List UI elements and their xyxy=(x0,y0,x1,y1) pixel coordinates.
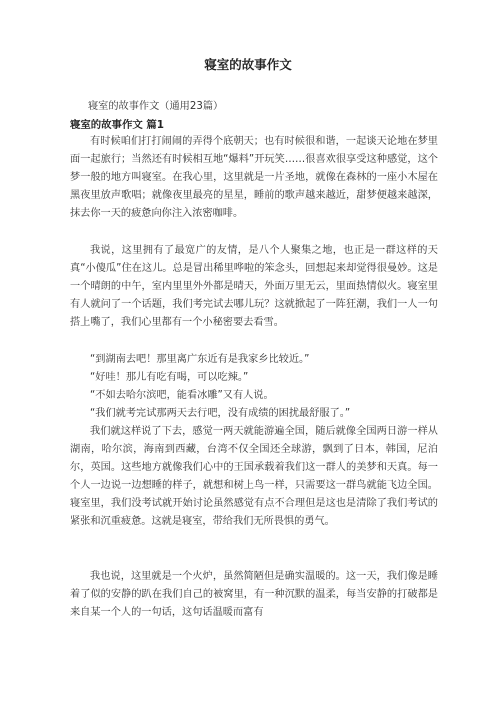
paragraph-3: 我们就这样说了下去，感觉一两天就能游遍全国，随后就像全国两日游一样从湖南，哈尔滨，海南到西藏，台湾不仅全国还全球游，飘到了日本，韩国，尼泊尔，英国。这些地方就像我们心中的王国承载着我们这一群人的美梦和天真。每一个人一边说一边想睡的样子，就想和树上鸟一样，只需要这一群鸟就能飞边全国。寝室里，我们没考试就开始讨论虽然感觉有点不合理但是这也是清除了我们考试的紧张和沉重疲惫。这就是寝室，带给我们无所畏惧的勇气。 xyxy=(70,426,438,528)
document-subtitle: 寝室的故事作文（通用23篇） xyxy=(88,101,224,112)
paragraph-1: 有时候咱们打打闹闹的弄得个底朝天；也有时候很和谐，一起谈天论地在梦里面一起旅行；当然还有时候相互地“爆料”开玩笑……很喜欢很享受这种感觉，这个梦一般的地方叫寝室。在我心里，这里就是一片圣地，就像在森林的一座小木屋在黑夜里放声歌唱；就像夜里最亮的星星，睡前的歌声越来越近，甜梦便越来越深，抹去你一天的疲惫向你注入浓密咖啡。 xyxy=(70,136,438,220)
dialog-line-4: “我们就考完试那两天去行吧，没有成绩的困扰最舒服了。” xyxy=(90,408,351,419)
dialog-line-3: “不如去哈尔滨吧，能看冰雕”又有人说。 xyxy=(90,390,274,401)
section-heading: 寝室的故事作文 篇1 xyxy=(70,119,164,131)
paragraph-2: 我说，这里拥有了最宽广的友情，是八个人聚集之地，也正是一群这样的天真“小傻瓜”住在这儿。总是冒出稀里哗啦的笨念头，回想起来却觉得很曼妙。这是一个晴朗的中午，室内里里外外都是晴天，外面万里无云，里面热情似火。寝室里有人就问了一个话题，我们考完试去哪儿玩？这就掀起了一阵狂潮，我们一人一句搭上嘴了，我们心里都有一个小秘密要去看雪。 xyxy=(70,245,438,329)
paragraph-4: 我也说，这里就是一个火炉，虽然简陋但是确实温暖的。这一天，我们像是睡着了似的安静的趴在我们自己的被窝里，有一种沉默的温柔，每当安静的打破都是来自某一个人的一句话，这句话温暖而富有 xyxy=(70,571,438,619)
dialog-line-1: “到湖南去吧！那里离广东近有是我家乡比较近。” xyxy=(90,354,310,365)
dialog-line-2: “好哇！那儿有吃有喝，可以吃辣。” xyxy=(90,372,249,383)
page-title: 寝室的故事作文 xyxy=(204,57,292,72)
